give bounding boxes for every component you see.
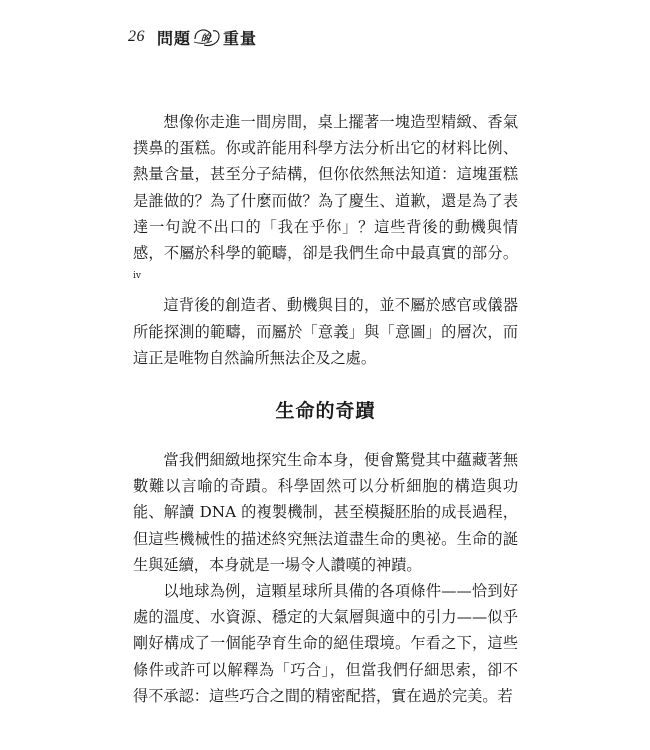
- paragraph-text: 想像你走進一間房間，桌上擺著一塊造型精緻、香氣撲鼻的蛋糕。你或許能用科學方法分析出它的材料比例、熱量含量，甚至分子結構，但你依然無法知道：這塊蛋糕是誰做的？為了什麼而做？為了慶生、道歉，還是為了表達一句說不出口的「我在乎你」？這些背後的動機與情感，不屬於科學的範疇，卻是我們生命中最真實的部分。: [133, 113, 518, 263]
- body-paragraph: [133, 109, 518, 292]
- section-spacer: [133, 371, 518, 393]
- title-logo-icon: [192, 26, 222, 48]
- running-title-left: 問題: [157, 28, 192, 48]
- section-spacer: [133, 429, 518, 447]
- body-paragraph: 以地球為例，這顆星球所具備的各項條件——恰到好處的溫度、水資源、穩定的大氣層與適中的引力——似乎剛好構成了一個能孕育生命的絕佳環境。乍看之下，這些條件或許可以解釋為「巧合」，但當我們仔細思索，卻不得不承認：這些巧合之間的精密配搭，實在過於完美。若: [133, 582, 518, 705]
- running-title-right: 重量: [223, 28, 258, 48]
- footnote-marker[interactable]: iv: [133, 271, 141, 282]
- page-number: 26: [128, 28, 145, 45]
- section-heading: 生命的奇蹟: [275, 400, 376, 423]
- svg-text:的: 的: [201, 34, 212, 44]
- page-body: [133, 109, 518, 709]
- body-paragraph: 這背後的創造者、動機與目的，並不屬於感官或儀器所能探測的範疇，而屬於「意義」與「意圖」的層次，而這正是唯物自然論所無法企及之處。: [133, 296, 518, 367]
- body-paragraph: 當我們細緻地探究生命本身，便會驚覺其中蘊藏著無數難以言喻的奇蹟。科學固然可以分析細胞的構造與功能、解讀 DNA 的複製機制，甚至模擬胚胎的成長過程，但這些機械性的描述終究無法道盡生命的奧祕。生命的誕生與延續，本身就是一場令人讚嘆的神蹟。: [133, 451, 518, 574]
- running-title: [157, 26, 257, 49]
- page-header: [128, 25, 257, 49]
